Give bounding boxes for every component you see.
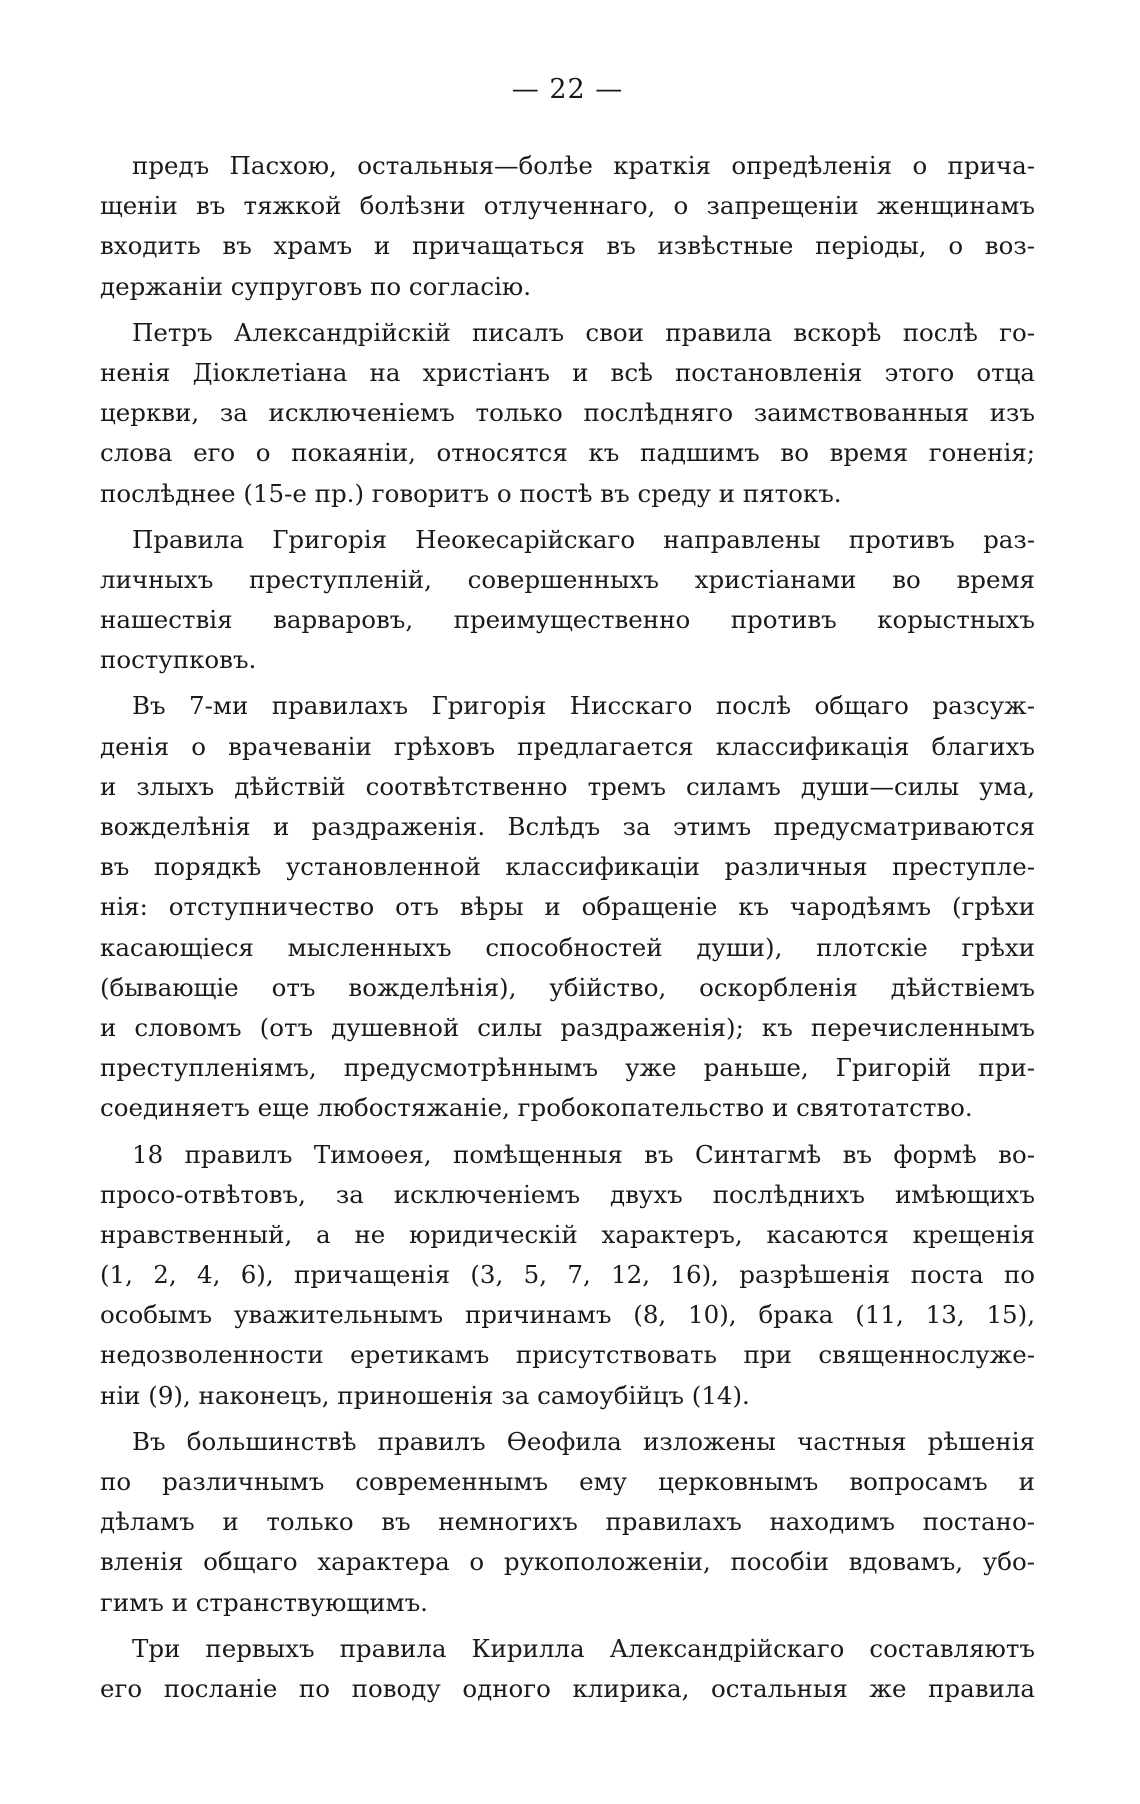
text-line: ненія Діоклетіана на христіанъ и всѣ постановленія этого отца bbox=[100, 357, 1035, 387]
text-line: особымъ уважительнымъ причинамъ (8, 10), брака (11, 13, 15), bbox=[100, 1300, 1035, 1330]
paragraph bbox=[100, 146, 1035, 307]
text-line: и словомъ (отъ душевной силы раздраженія); къ перечисленнымъ bbox=[100, 1012, 1035, 1042]
text-line: Правила Григорія Неокесарійскаго направлены противъ раз- bbox=[132, 524, 1035, 554]
text-line: нашествія варваровъ, преимущественно противъ корыстныхъ bbox=[100, 605, 1035, 635]
text-line: поступковъ. bbox=[100, 645, 257, 675]
text-line: въ порядкѣ установленной классификаціи различныя преступле- bbox=[100, 852, 1035, 882]
text-line: ніи (9), наконецъ, приношенія за самоубійцъ (14). bbox=[100, 1380, 750, 1410]
text-line: щеніи въ тяжкой болѣзни отлученнаго, о запрещеніи женщинамъ bbox=[100, 191, 1035, 221]
text-line: послѣднее (15-е пр.) говоритъ о постѣ въ среду и пятокъ. bbox=[100, 478, 842, 508]
text-line: просо-отвѣтовъ, за исключеніемъ двухъ послѣднихъ имѣющихъ bbox=[100, 1179, 1035, 1209]
text-line: его посланіе по поводу одного клирика, остальныя же правила bbox=[100, 1673, 1035, 1703]
text-line: (бывающіе отъ вожделѣнія), убійство, оскорбленія дѣйствіемъ bbox=[100, 972, 1035, 1002]
text-line: недозволенности еретикамъ присутствовать при священнослуже- bbox=[100, 1340, 1035, 1370]
text-line: Три первыхъ правила Кирилла Александрійскаго составляютъ bbox=[132, 1633, 1035, 1663]
text-line: личныхъ преступленій, совершенныхъ христіанами во время bbox=[100, 564, 1035, 594]
text-line: гимъ и странствующимъ. bbox=[100, 1587, 428, 1617]
paragraph bbox=[100, 520, 1035, 681]
text-line: вожделѣнія и раздраженія. Вслѣдъ за этимъ предусматриваются bbox=[100, 812, 1035, 841]
document-page bbox=[100, 70, 1035, 1715]
paragraph bbox=[100, 686, 1035, 1128]
text-line: соединяетъ еще любостяжаніе, гробокопательство и святотатство. bbox=[100, 1093, 973, 1123]
text-line: предъ Пасхою, остальныя—болѣе краткія опредѣленія о прича- bbox=[132, 151, 1035, 180]
text-line: входить въ храмъ и причащаться въ извѣстные періоды, о воз- bbox=[100, 231, 1035, 261]
page-number: — 22 — bbox=[511, 74, 624, 105]
text-line: 18 правилъ Тимоѳея, помѣщенныя въ Синтагмѣ въ формѣ во- bbox=[132, 1139, 1035, 1169]
text-line: касающіеся мысленныхъ способностей души), плотскіе грѣхи bbox=[100, 932, 1035, 962]
text-line: дѣламъ и только въ немногихъ правилахъ находимъ постано- bbox=[100, 1507, 1035, 1537]
text-line: слова его о покаяніи, относятся къ падшимъ во время гоненія; bbox=[100, 438, 1035, 468]
text-line: Петръ Александрійскій писалъ свои правила вскорѣ послѣ го- bbox=[132, 317, 1035, 347]
text-line: преступленіямъ, предусмотрѣннымъ уже раньше, Григорій при- bbox=[100, 1053, 1035, 1083]
paragraph bbox=[100, 1422, 1035, 1623]
text-line: Въ большинствѣ правилъ Ѳеофила изложены частныя рѣшенія bbox=[132, 1426, 1035, 1456]
text-line: и злыхъ дѣйствій соотвѣтственно тремъ силамъ души—силы ума, bbox=[100, 771, 1035, 801]
paragraph bbox=[100, 313, 1035, 514]
paragraph bbox=[100, 1135, 1035, 1416]
text-line: держаніи супруговъ по согласію. bbox=[100, 271, 532, 301]
body-text bbox=[100, 146, 1035, 1709]
text-line: вленія общаго характера о рукоположеніи, пособіи вдовамъ, убо- bbox=[100, 1547, 1035, 1577]
text-line: церкви, за исключеніемъ только послѣдняго заимствованныя изъ bbox=[100, 398, 1035, 428]
text-line: Въ 7-ми правилахъ Григорія Нисскаго послѣ общаго разсуж- bbox=[132, 691, 1035, 721]
text-line: нравственный, а не юридическій характеръ, касаются крещенія bbox=[100, 1219, 1035, 1249]
text-line: (1, 2, 4, 6), причащенія (3, 5, 7, 12, 16), разрѣшенія поста по bbox=[100, 1260, 1035, 1290]
text-line: денія о врачеваніи грѣховъ предлагается классификація благихъ bbox=[100, 731, 1035, 761]
paragraph bbox=[100, 1629, 1035, 1709]
text-line: нія: отступничество отъ вѣры и обращеніе къ чародѣямъ (грѣхи bbox=[100, 892, 1035, 922]
text-line: по различнымъ современнымъ ему церковнымъ вопросамъ и bbox=[100, 1467, 1035, 1496]
